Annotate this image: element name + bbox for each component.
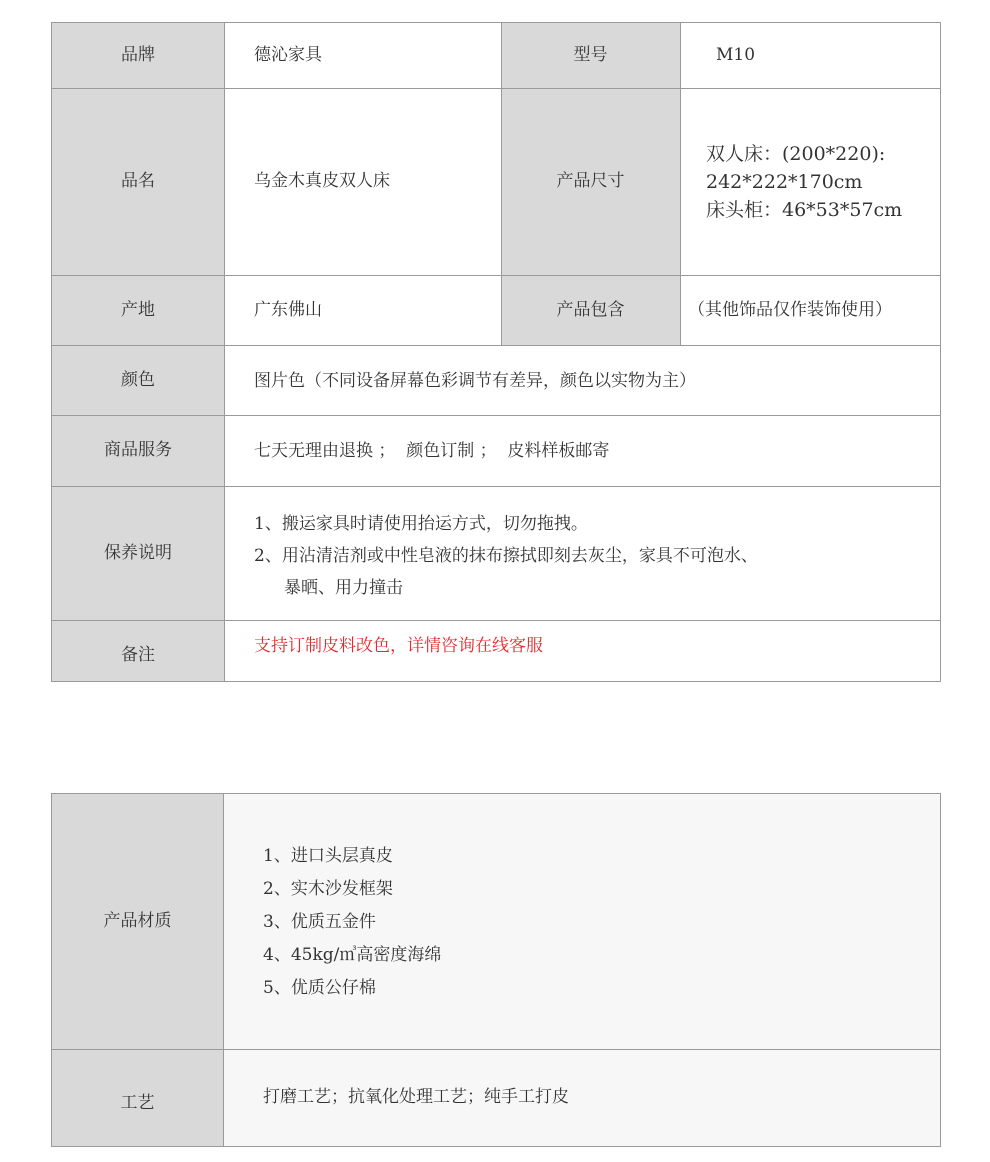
material-item: 5、优质公仔棉: [263, 978, 376, 998]
note-label: 备注: [121, 645, 155, 665]
size-line: 242*222*170cm: [706, 170, 863, 193]
origin-label: 产地: [121, 299, 155, 320]
craft-label-cell: [52, 1049, 223, 1146]
origin-value: 广东佛山: [254, 299, 322, 320]
model-value: M10: [716, 45, 756, 65]
note-label-cell: [52, 620, 224, 681]
note-value-cell: [224, 620, 940, 681]
name-label: 品名: [121, 171, 155, 191]
service-value: 七天无理由退换 ； 颜色订制 ； 皮料样板邮寄: [254, 441, 610, 461]
care-value-cell: [224, 486, 940, 620]
contents-label: 产品包含: [556, 299, 625, 320]
model-label-cell: [501, 23, 680, 88]
material-item: 2、实木沙发框架: [263, 879, 393, 899]
origin-label-cell: [52, 275, 224, 345]
grid-line: [52, 415, 940, 416]
service-value-cell: [224, 415, 940, 486]
service-label-cell: [52, 415, 224, 486]
material-item: 3、优质五金件: [263, 912, 376, 932]
brand-value-cell: [224, 23, 501, 88]
grid-line: [52, 620, 940, 621]
grid-line: [501, 23, 502, 345]
grid-line: [52, 486, 940, 487]
grid-line: [52, 275, 940, 276]
note-value: 支持订制皮料改色，详情咨询在线客服: [254, 636, 543, 656]
grid-line: [52, 88, 940, 89]
service-label: 商品服务: [104, 440, 172, 460]
craft-value-cell: [223, 1049, 940, 1146]
material-item: 4、45kg/㎥高密度海绵: [263, 945, 442, 965]
contents-label-cell: [501, 275, 680, 345]
care-line: 2、用沾清洁剂或中性皂液的抹布擦拭即刻去灰尘，家具不可泡水、: [254, 546, 758, 566]
contents-value-cell: [680, 275, 940, 345]
care-line: 1、搬运家具时请使用抬运方式，切勿拖拽。: [254, 514, 588, 534]
color-value-cell: [224, 345, 940, 415]
care-line: 暴晒、用力撞击: [284, 578, 403, 598]
color-value: 图片色（不同设备屏幕色彩调节有差异，颜色以实物为主）: [254, 371, 696, 391]
origin-value-cell: [224, 275, 501, 345]
color-label-cell: [52, 345, 224, 415]
care-label: 保养说明: [104, 542, 172, 563]
material-value-cell: [223, 794, 940, 1049]
name-value-cell: [224, 88, 501, 275]
materials-table: [51, 793, 941, 1147]
grid-line: [52, 345, 940, 346]
material-label-cell: [52, 794, 223, 1049]
brand-label: 品牌: [121, 45, 155, 65]
size-label: 产品尺寸: [556, 171, 625, 191]
model-value-cell: [680, 23, 940, 88]
name-label-cell: [52, 88, 224, 275]
material-label: 产品材质: [103, 911, 172, 931]
size-line: 床头柜：46*53*57cm: [706, 198, 903, 221]
craft-label: 工艺: [120, 1093, 155, 1113]
name-value: 乌金木真皮双人床: [254, 171, 390, 191]
grid-line: [52, 1049, 940, 1050]
brand-label-cell: [52, 23, 224, 88]
brand-value: 德沁家具: [254, 45, 322, 65]
size-value-cell: [680, 88, 940, 275]
size-label-cell: [501, 88, 680, 275]
material-item: 1、进口头层真皮: [263, 846, 393, 866]
product-spec-table: [51, 22, 941, 682]
contents-value: （其他饰品仅作装饰使用）: [688, 299, 892, 320]
grid-line: [223, 794, 224, 1146]
care-label-cell: [52, 486, 224, 620]
craft-value: 打磨工艺；抗氧化处理工艺；纯手工打皮: [263, 1087, 569, 1107]
model-label: 型号: [573, 45, 608, 65]
color-label: 颜色: [121, 369, 155, 390]
grid-line: [224, 23, 225, 681]
size-line: 双人床：(200*220):: [706, 142, 886, 165]
grid-line: [680, 23, 681, 345]
